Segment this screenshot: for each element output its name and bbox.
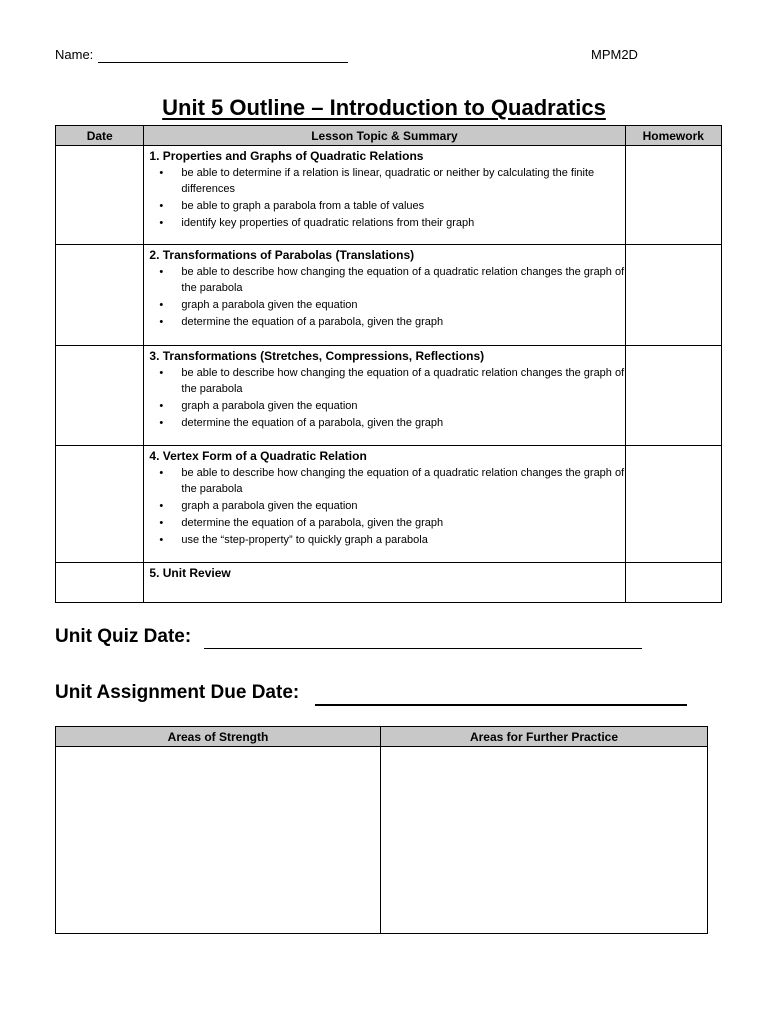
list-item: • be able to determine if a relation is linear, quadratic or neither by calculating the finite differences (181, 165, 624, 197)
table-row (56, 563, 722, 603)
topic-cell (144, 346, 625, 446)
reflection-header-row (56, 727, 708, 747)
outline-header-row (56, 126, 722, 146)
practice-cell[interactable] (381, 747, 708, 934)
list-item: • be able to describe how changing the equation of a quadratic relation changes the graph of the parabola (181, 264, 624, 296)
homework-cell[interactable] (625, 563, 721, 603)
date-cell[interactable] (56, 563, 144, 603)
strength-cell[interactable] (56, 747, 381, 934)
homework-header: Homework (625, 126, 721, 146)
lesson-title: 5. Unit Review (149, 566, 231, 580)
topic-cell (144, 146, 625, 245)
list-item: • use the “step-property” to quickly graph a parabola (181, 532, 624, 548)
quiz-date-input-line[interactable] (204, 648, 642, 649)
list-item: • graph a parabola given the equation (181, 498, 624, 514)
quiz-date-label: Unit Quiz Date: (55, 626, 192, 647)
lesson-title: 4. Vertex Form of a Quadratic Relation (149, 449, 367, 463)
list-item: • be able to describe how changing the equation of a quadratic relation changes the graph of the parabola (181, 465, 624, 497)
lesson-bullets (144, 465, 624, 548)
practice-header: Areas for Further Practice (381, 727, 708, 747)
assignment-date-label: Unit Assignment Due Date: (55, 682, 300, 703)
table-row (56, 346, 722, 446)
list-item: • graph a parabola given the equation (181, 297, 624, 313)
table-row (56, 446, 722, 563)
topic-cell (144, 563, 625, 603)
list-item: • determine the equation of a parabola, given the graph (181, 415, 624, 431)
lesson-title: 2. Transformations of Parabolas (Translations) (149, 248, 415, 262)
name-label: Name: (55, 47, 94, 62)
reflection-table (55, 726, 708, 934)
topic-cell (144, 245, 625, 346)
table-row (56, 245, 722, 346)
lesson-title: 3. Transformations (Stretches, Compressions, Reflections) (149, 349, 485, 363)
lesson-bullets (144, 165, 624, 231)
lesson-bullets (144, 365, 624, 431)
date-cell[interactable] (56, 146, 144, 245)
homework-cell[interactable] (625, 245, 721, 346)
homework-cell[interactable] (625, 446, 721, 563)
course-code: MPM2D (591, 47, 638, 62)
reflection-row (56, 747, 708, 934)
topic-cell (144, 446, 625, 563)
page-title-text: Unit 5 Outline – Introduction to Quadratics (162, 95, 606, 120)
name-input-line[interactable] (98, 62, 348, 63)
list-item: • identify key properties of quadratic relations from their graph (181, 215, 624, 231)
date-cell[interactable] (56, 245, 144, 346)
list-item: • graph a parabola given the equation (181, 398, 624, 414)
lesson-title: 1. Properties and Graphs of Quadratic Relations (149, 149, 424, 163)
unit-outline-table (55, 125, 722, 603)
topic-header: Lesson Topic & Summary (144, 126, 625, 146)
assignment-date-row (55, 682, 695, 708)
table-row (56, 146, 722, 245)
header-row (55, 47, 655, 67)
homework-cell[interactable] (625, 346, 721, 446)
date-cell[interactable] (56, 446, 144, 563)
date-header: Date (56, 126, 144, 146)
list-item: • be able to graph a parabola from a table of values (181, 198, 624, 214)
lesson-bullets (144, 264, 624, 330)
page-title (0, 95, 768, 121)
list-item: • determine the equation of a parabola, given the graph (181, 515, 624, 531)
date-cell[interactable] (56, 346, 144, 446)
strength-header: Areas of Strength (56, 727, 381, 747)
homework-cell[interactable] (625, 146, 721, 245)
quiz-date-row (55, 626, 655, 652)
list-item: • be able to describe how changing the equation of a quadratic relation changes the graph of the parabola (181, 365, 624, 397)
assignment-date-input-line[interactable] (315, 704, 687, 706)
list-item: • determine the equation of a parabola, given the graph (181, 314, 624, 330)
